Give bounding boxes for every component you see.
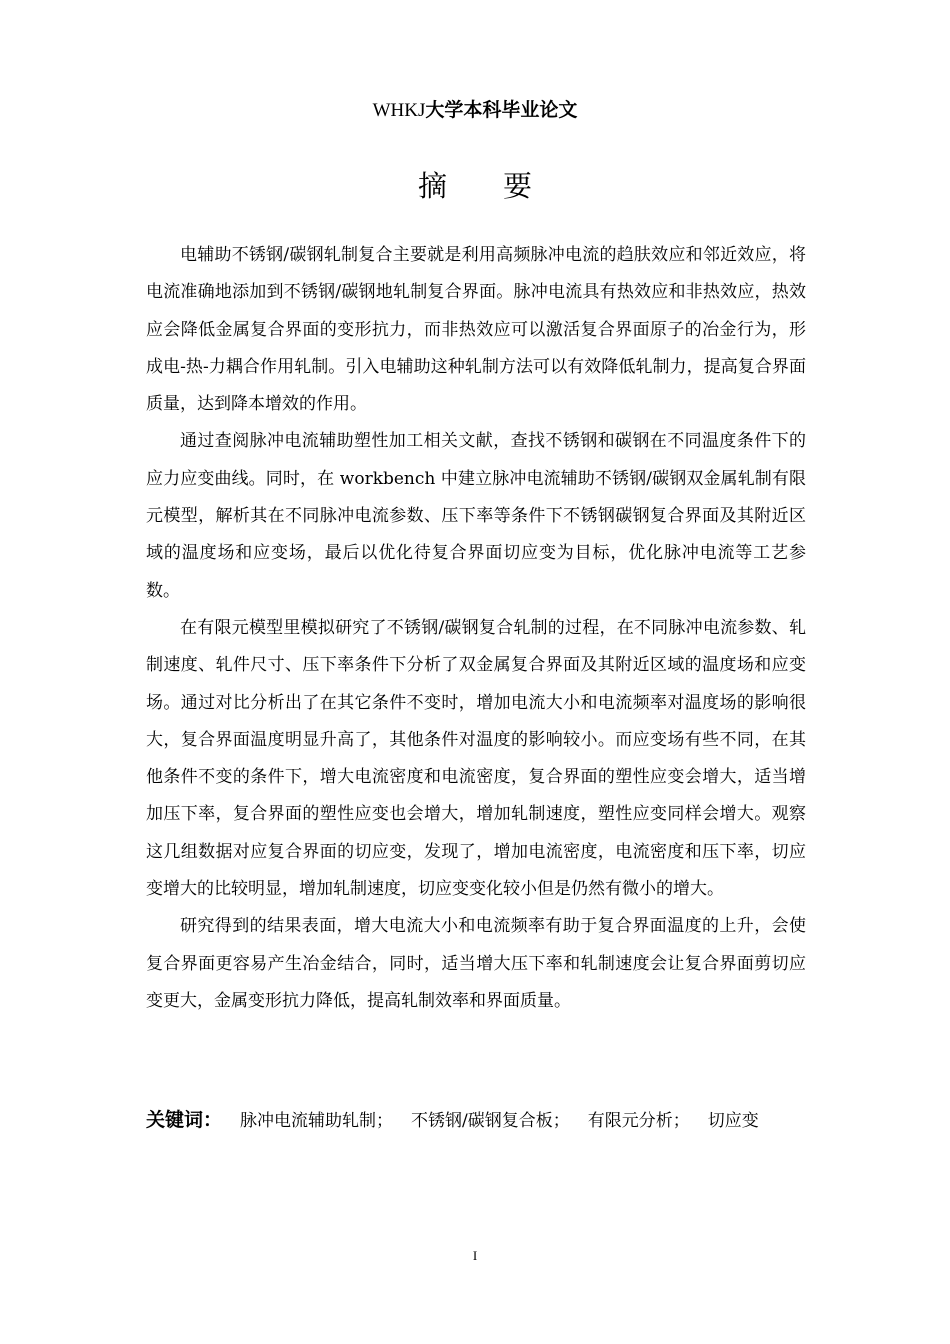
- abstract-paragraph-1: 电辅助不锈钢/碳钢轧制复合主要就是利用高频脉冲电流的趋肤效应和邻近效应，将电流准确地添加到不锈钢/碳钢地轧制复合界面。脉冲电流具有热效应和非热效应，热效应会降低金属复合界面的变形抗力，而非热效应可以激活复合界面原子的冶金行为，形成电-热-力耦合作用轧制。引入电辅助这种轧制方法可以有效降低轧制力，提高复合界面质量，达到降本增效的作用。: [146, 245, 806, 415]
- abstract-paragraph-2: 通过查阅脉冲电流辅助塑性加工相关文献，查找不锈钢和碳钢在不同温度条件下的应力应变曲线。同时，在 workbench 中建立脉冲电流辅助不锈钢/碳钢双金属轧制有限元模型，解析其在不同脉冲电流参数、压下率等条件下不锈钢碳钢复合界面及其附近区域的温度场和应变场，最后以优化待复合界面切应变为目标，优化脉冲电流等工艺参数。: [146, 431, 806, 601]
- keyword-item: 有限元分析；: [587, 1111, 690, 1131]
- abstract-body: [146, 237, 806, 1020]
- abstract-title: [0, 166, 950, 206]
- page-header: [0, 96, 950, 125]
- header-thesis-type: 大学本科毕业论文: [425, 99, 578, 121]
- abstract-title-char-2: 要: [503, 169, 533, 203]
- abstract-paragraph-3: 在有限元模型里模拟研究了不锈钢/碳钢复合轧制的过程，在不同脉冲电流参数、轧制速度、轧件尺寸、压下率条件下分析了双金属复合界面及其附近区域的温度场和应变场。通过对比分析出了在其它条件不变时，增加电流大小和电流频率对温度场的影响很大，复合界面温度明显升高了，其他条件对温度的影响较小。而应变场有些不同，在其他条件不变的条件下，增大电流密度和电流密度，复合界面的塑性应变会增大，适当增加压下率，复合界面的塑性应变也会增大，增加轧制速度，塑性应变同样会增大。观察这几组数据对应复合界面的切应变，发现了，增加电流密度，电流密度和压下率，切应变增大的比较明显，增加轧制速度，切应变变化较小但是仍然有微小的增大。: [146, 617, 806, 900]
- keyword-item: 脉冲电流辅助轧制；: [240, 1111, 394, 1131]
- keyword-item: 切应变: [707, 1111, 759, 1131]
- abstract-paragraph-4: 研究得到的结果表面，增大电流大小和电流频率有助于复合界面温度的上升，会使复合界面更容易产生冶金结合，同时，适当增大压下率和轧制速度会让复合界面剪切应变更大，金属变形抗力降低，提高轧制效率和界面质量。: [146, 916, 806, 1011]
- keywords-line: [146, 1104, 826, 1137]
- keywords-label: 关键词：: [146, 1109, 223, 1131]
- page-number: I: [472, 1248, 478, 1263]
- header-school-code: WHKJ: [372, 100, 426, 121]
- keyword-item: 不锈钢/碳钢复合板；: [411, 1111, 570, 1131]
- abstract-title-char-1: 摘: [417, 169, 447, 203]
